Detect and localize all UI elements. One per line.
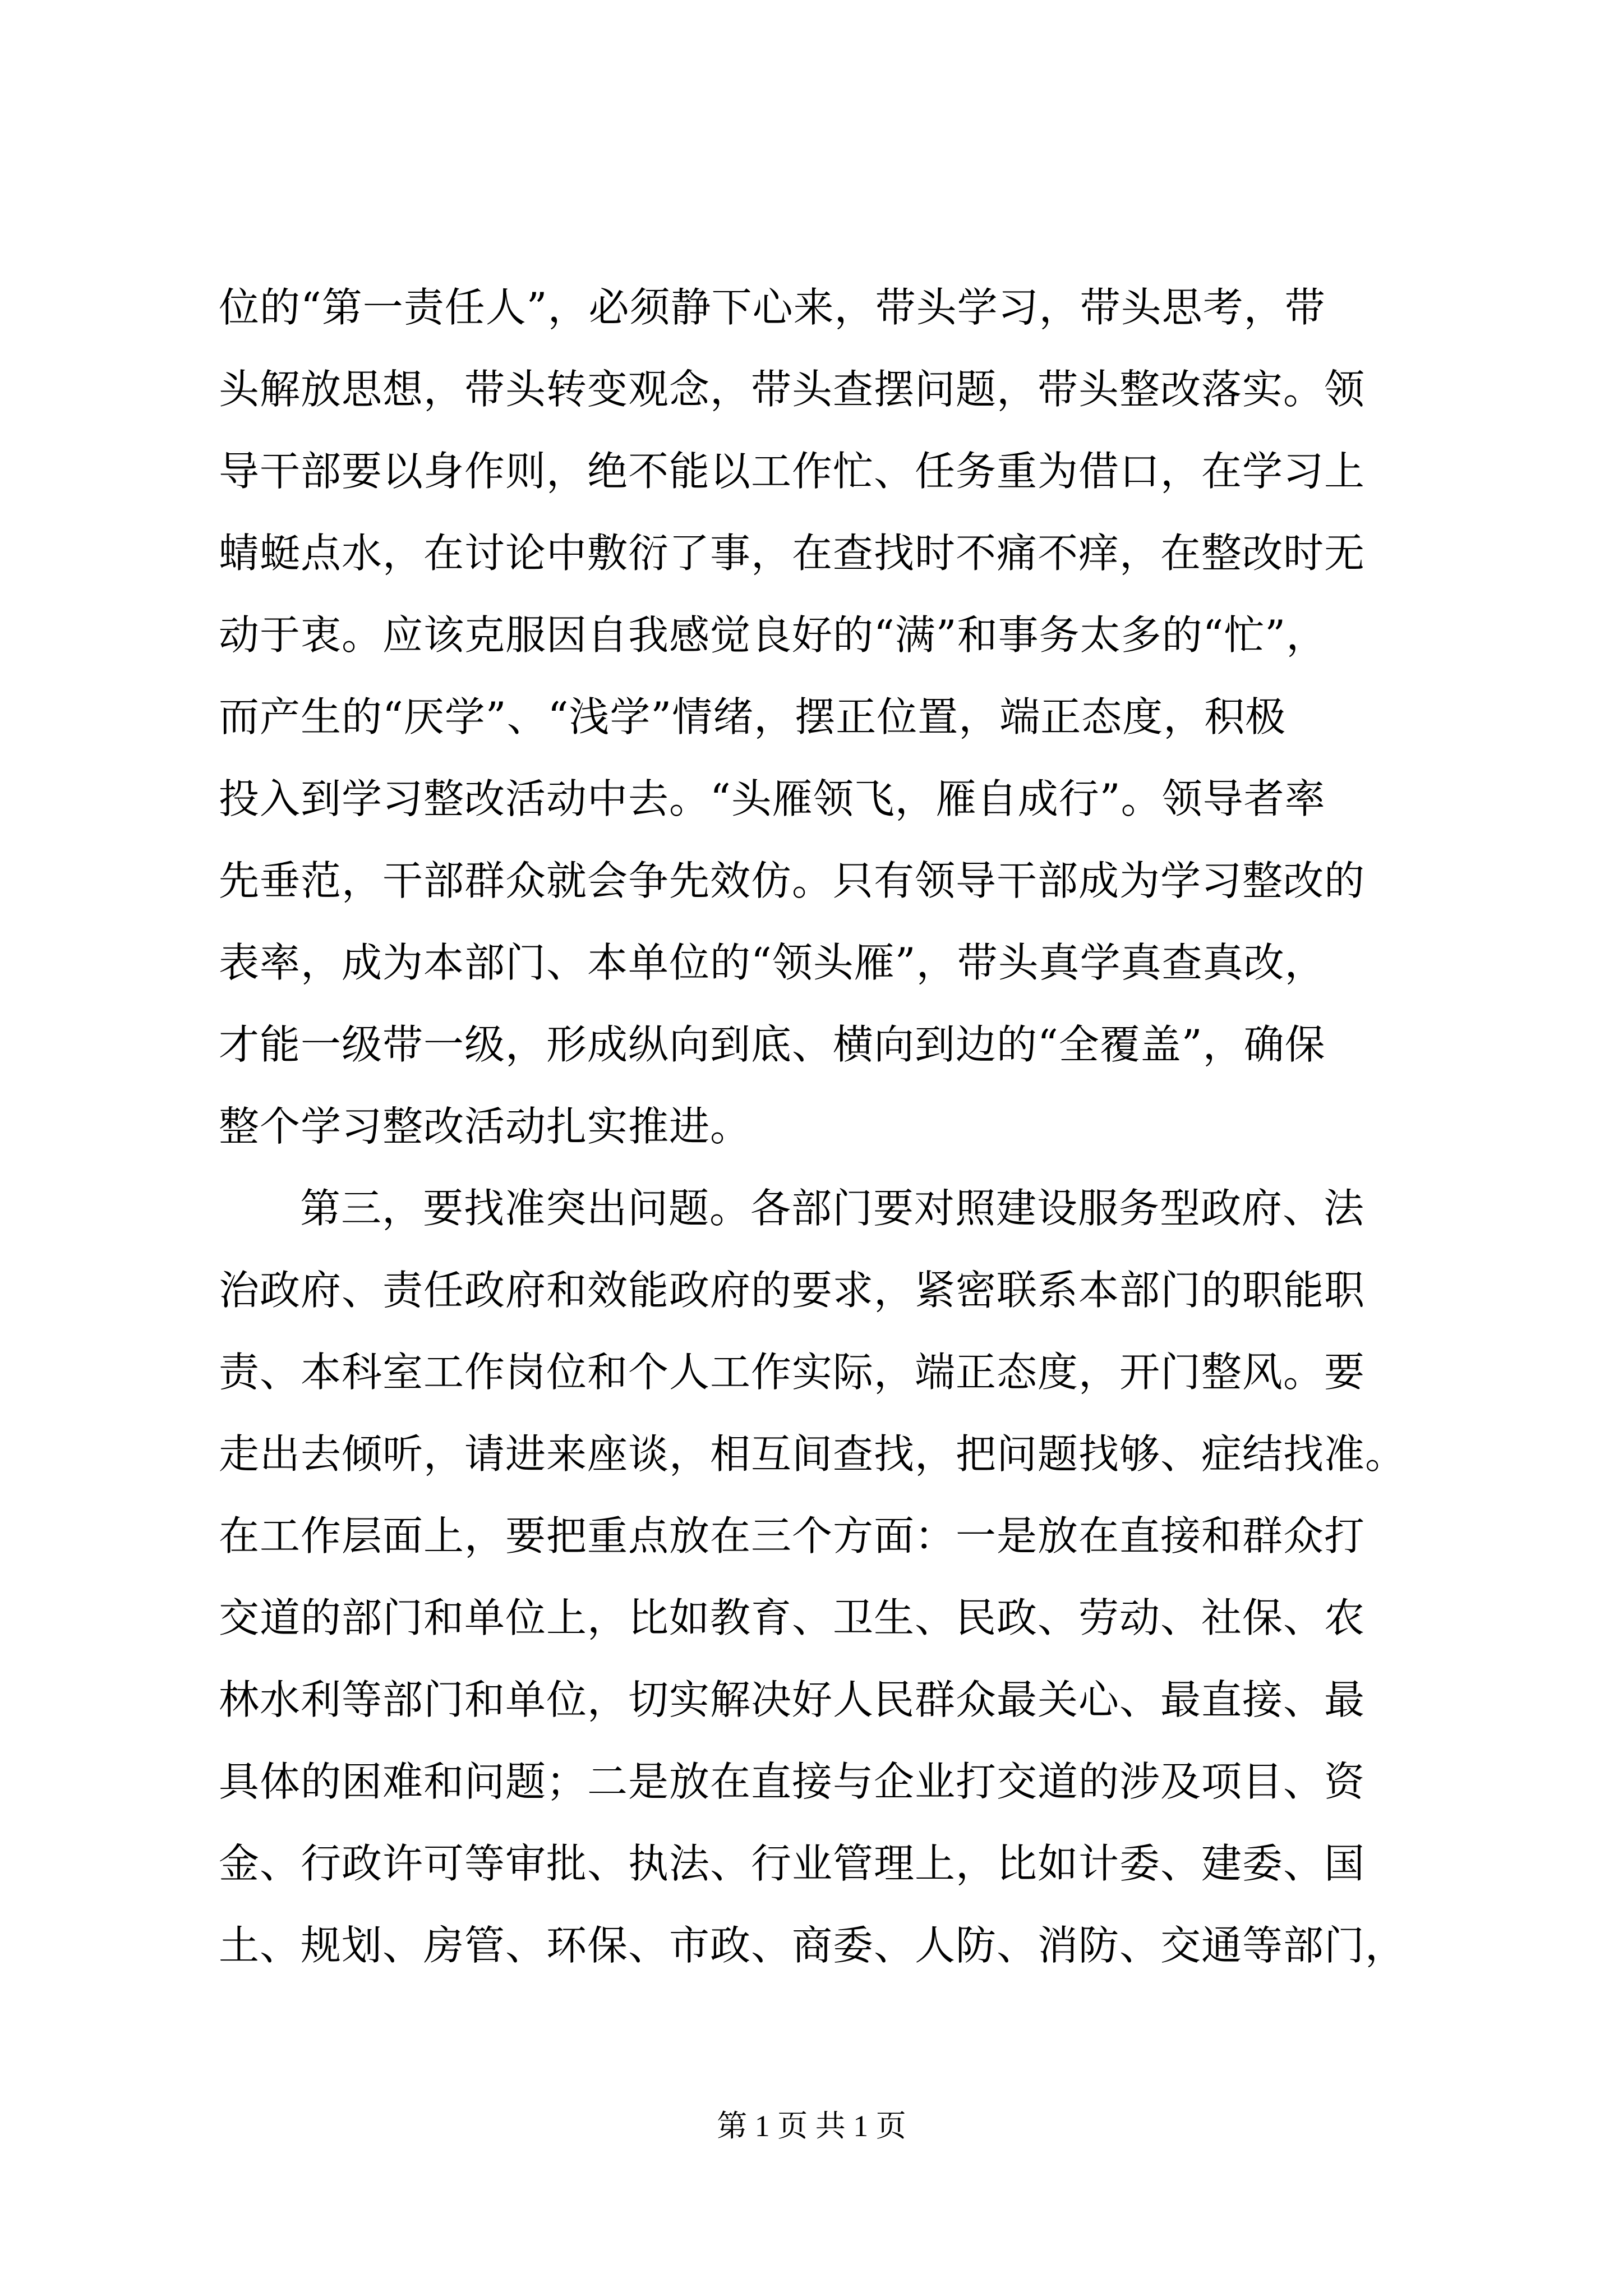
paragraph-first-line: 第三，要找准突出问题。各部门要对照建设服务型政府、法: [300, 1185, 1365, 1232]
text-line: 土、规划、房管、环保、市政、商委、人防、消防、交通等部门，: [219, 1922, 1407, 1969]
text-line: 林水利等部门和单位，切实解决好人民群众最关心、最直接、最: [219, 1676, 1366, 1723]
text-line: 而产生的“厌学”、“浅学”情绪，摆正位置，端正态度，积极: [219, 693, 1287, 740]
text-line: 走出去倾听，请进来座谈，相互间查找，把问题找够、症结找准。: [219, 1430, 1407, 1478]
text-line: 金、行政许可等审批、执法、行业管理上，比如计委、建委、国: [219, 1840, 1366, 1887]
page-number-footer: 第 1 页 共 1 页: [717, 2109, 906, 2143]
text-line: 治政府、责任政府和效能政府的要求，紧密联系本部门的职能职: [219, 1267, 1366, 1314]
text-line: 具体的困难和问题；二是放在直接与企业打交道的涉及项目、资: [219, 1758, 1366, 1805]
text-line: 投入到学习整改活动中去。“头雁领飞，雁自成行”。领导者率: [219, 775, 1326, 822]
text-line: 位的“第一责任人”，必须静下心来，带头学习，带头思考，带: [219, 284, 1326, 331]
text-line: 整个学习整改活动扎实推进。: [219, 1103, 751, 1150]
text-line: 头解放思想，带头转变观念，带头查摆问题，带头整改落实。领: [219, 366, 1366, 413]
text-line: 先垂范，干部群众就会争先效仿。只有领导干部成为学习整改的: [219, 857, 1366, 904]
text-line: 在工作层面上，要把重点放在三个方面：一是放在直接和群众打: [219, 1512, 1366, 1559]
text-line: 动于衷。应该克服因自我感觉良好的“满”和事务太多的“忙”，: [219, 611, 1327, 659]
text-line: 交道的部门和单位上，比如教育、卫生、民政、劳动、社保、农: [219, 1594, 1366, 1641]
text-line: 才能一级带一级，形成纵向到底、横向到边的“全覆盖”，确保: [219, 1021, 1326, 1068]
text-line: 导干部要以身作则，绝不能以工作忙、任务重为借口，在学习上: [219, 448, 1366, 495]
text-line: 表率，成为本部门、本单位的“领头雁”，带头真学真查真改，: [219, 939, 1326, 986]
text-line: 蜻蜓点水，在讨论中敷衍了事，在查找时不痛不痒，在整改时无: [219, 530, 1366, 577]
text-line: 责、本科室工作岗位和个人工作实际，端正态度，开门整风。要: [219, 1349, 1366, 1396]
